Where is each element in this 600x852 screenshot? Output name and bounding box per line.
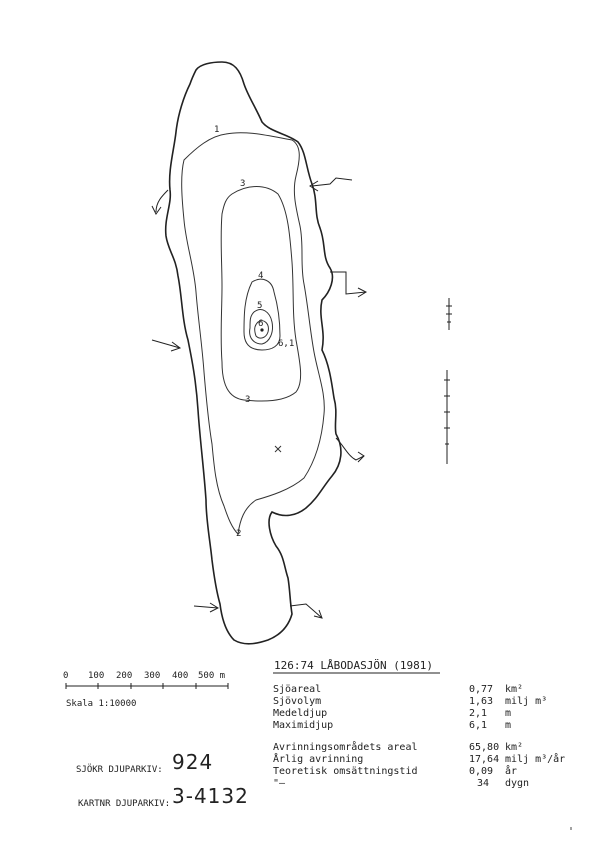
contour-label-3-upper: 3	[240, 179, 246, 189]
stat-gap	[273, 732, 593, 742]
stat-value: 0,09	[469, 766, 494, 777]
stat-label: Teoretisk omsättningstid	[273, 766, 418, 777]
kartnr-archive-value: 3-4132	[172, 784, 249, 808]
stat-row	[273, 720, 593, 732]
kartnr-archive-label: KARTNR DJUPARKIV:	[78, 799, 171, 809]
scale-tick-0: 0	[63, 671, 69, 681]
profile-marks	[444, 298, 452, 464]
stat-unit: m	[505, 720, 512, 731]
stat-unit: år	[505, 766, 518, 777]
scale-tick-300: 300	[144, 671, 161, 681]
scale-tick-100: 100	[88, 671, 105, 681]
stat-row	[273, 754, 593, 766]
sounding-cross-marker	[275, 446, 281, 452]
stat-row	[273, 684, 593, 696]
contour-label-2: 2	[236, 529, 242, 539]
stat-value: 1,63	[469, 696, 494, 707]
sjokr-archive-value: 924	[172, 750, 214, 774]
stat-label: Avrinningsområdets areal	[273, 742, 418, 753]
stat-unit: dygn	[505, 778, 530, 789]
scale-tick-500: 500 m	[198, 671, 226, 681]
stat-label: Sjöareal	[273, 684, 322, 695]
stream-west-upper	[152, 190, 168, 214]
stat-value: 2,1	[469, 708, 488, 719]
stat-label: Årlig avrinning	[273, 754, 364, 765]
lake-statistics	[273, 684, 593, 790]
contour-label-6: 6	[258, 319, 264, 329]
stat-unit: milj m³	[505, 696, 548, 707]
stat-unit: km²	[505, 742, 524, 753]
stat-value: 34	[477, 778, 490, 789]
stat-label: "—	[273, 778, 286, 789]
stat-label: Sjövolym	[273, 696, 322, 707]
stream-south-outflow	[290, 604, 322, 618]
stat-row	[273, 778, 593, 790]
scale-tick-200: 200	[116, 671, 133, 681]
stat-unit: km²	[505, 684, 524, 695]
scale-tick-400: 400	[172, 671, 189, 681]
scale-bar	[66, 683, 228, 689]
stream-east-upper	[310, 178, 352, 191]
contour-label-5: 5	[257, 301, 263, 311]
stream-west-lower	[194, 603, 218, 612]
stat-value: 0,77	[469, 684, 494, 695]
stat-unit: milj m³/år	[505, 754, 566, 765]
contour-label-max: 6,1	[278, 339, 295, 349]
stat-row	[273, 742, 593, 754]
contour-label-4: 4	[258, 271, 264, 281]
stat-value: 65,80	[469, 742, 500, 753]
stream-west-middle	[152, 340, 180, 351]
scale-label: Skala 1:10000	[66, 699, 137, 709]
stat-label: Maximidjup	[273, 720, 334, 731]
sjokr-archive-label: SJÖKR DJUPARKIV:	[76, 765, 163, 775]
contour-3m	[221, 187, 301, 402]
stat-value: 6,1	[469, 720, 488, 731]
stat-row	[273, 696, 593, 708]
stat-value: 17,64	[469, 754, 500, 765]
lake-title: 126:74 LÅBODASJÖN (1981)	[274, 659, 433, 672]
stat-row	[273, 708, 593, 720]
stream-east-middle	[330, 272, 366, 297]
contour-label-1: 1	[214, 125, 220, 135]
contour-4m	[244, 279, 280, 350]
stat-unit: m	[505, 708, 512, 719]
stat-label: Medeldjup	[273, 708, 328, 719]
contour-label-3-lower: 3	[245, 395, 251, 405]
stat-row	[273, 766, 593, 778]
